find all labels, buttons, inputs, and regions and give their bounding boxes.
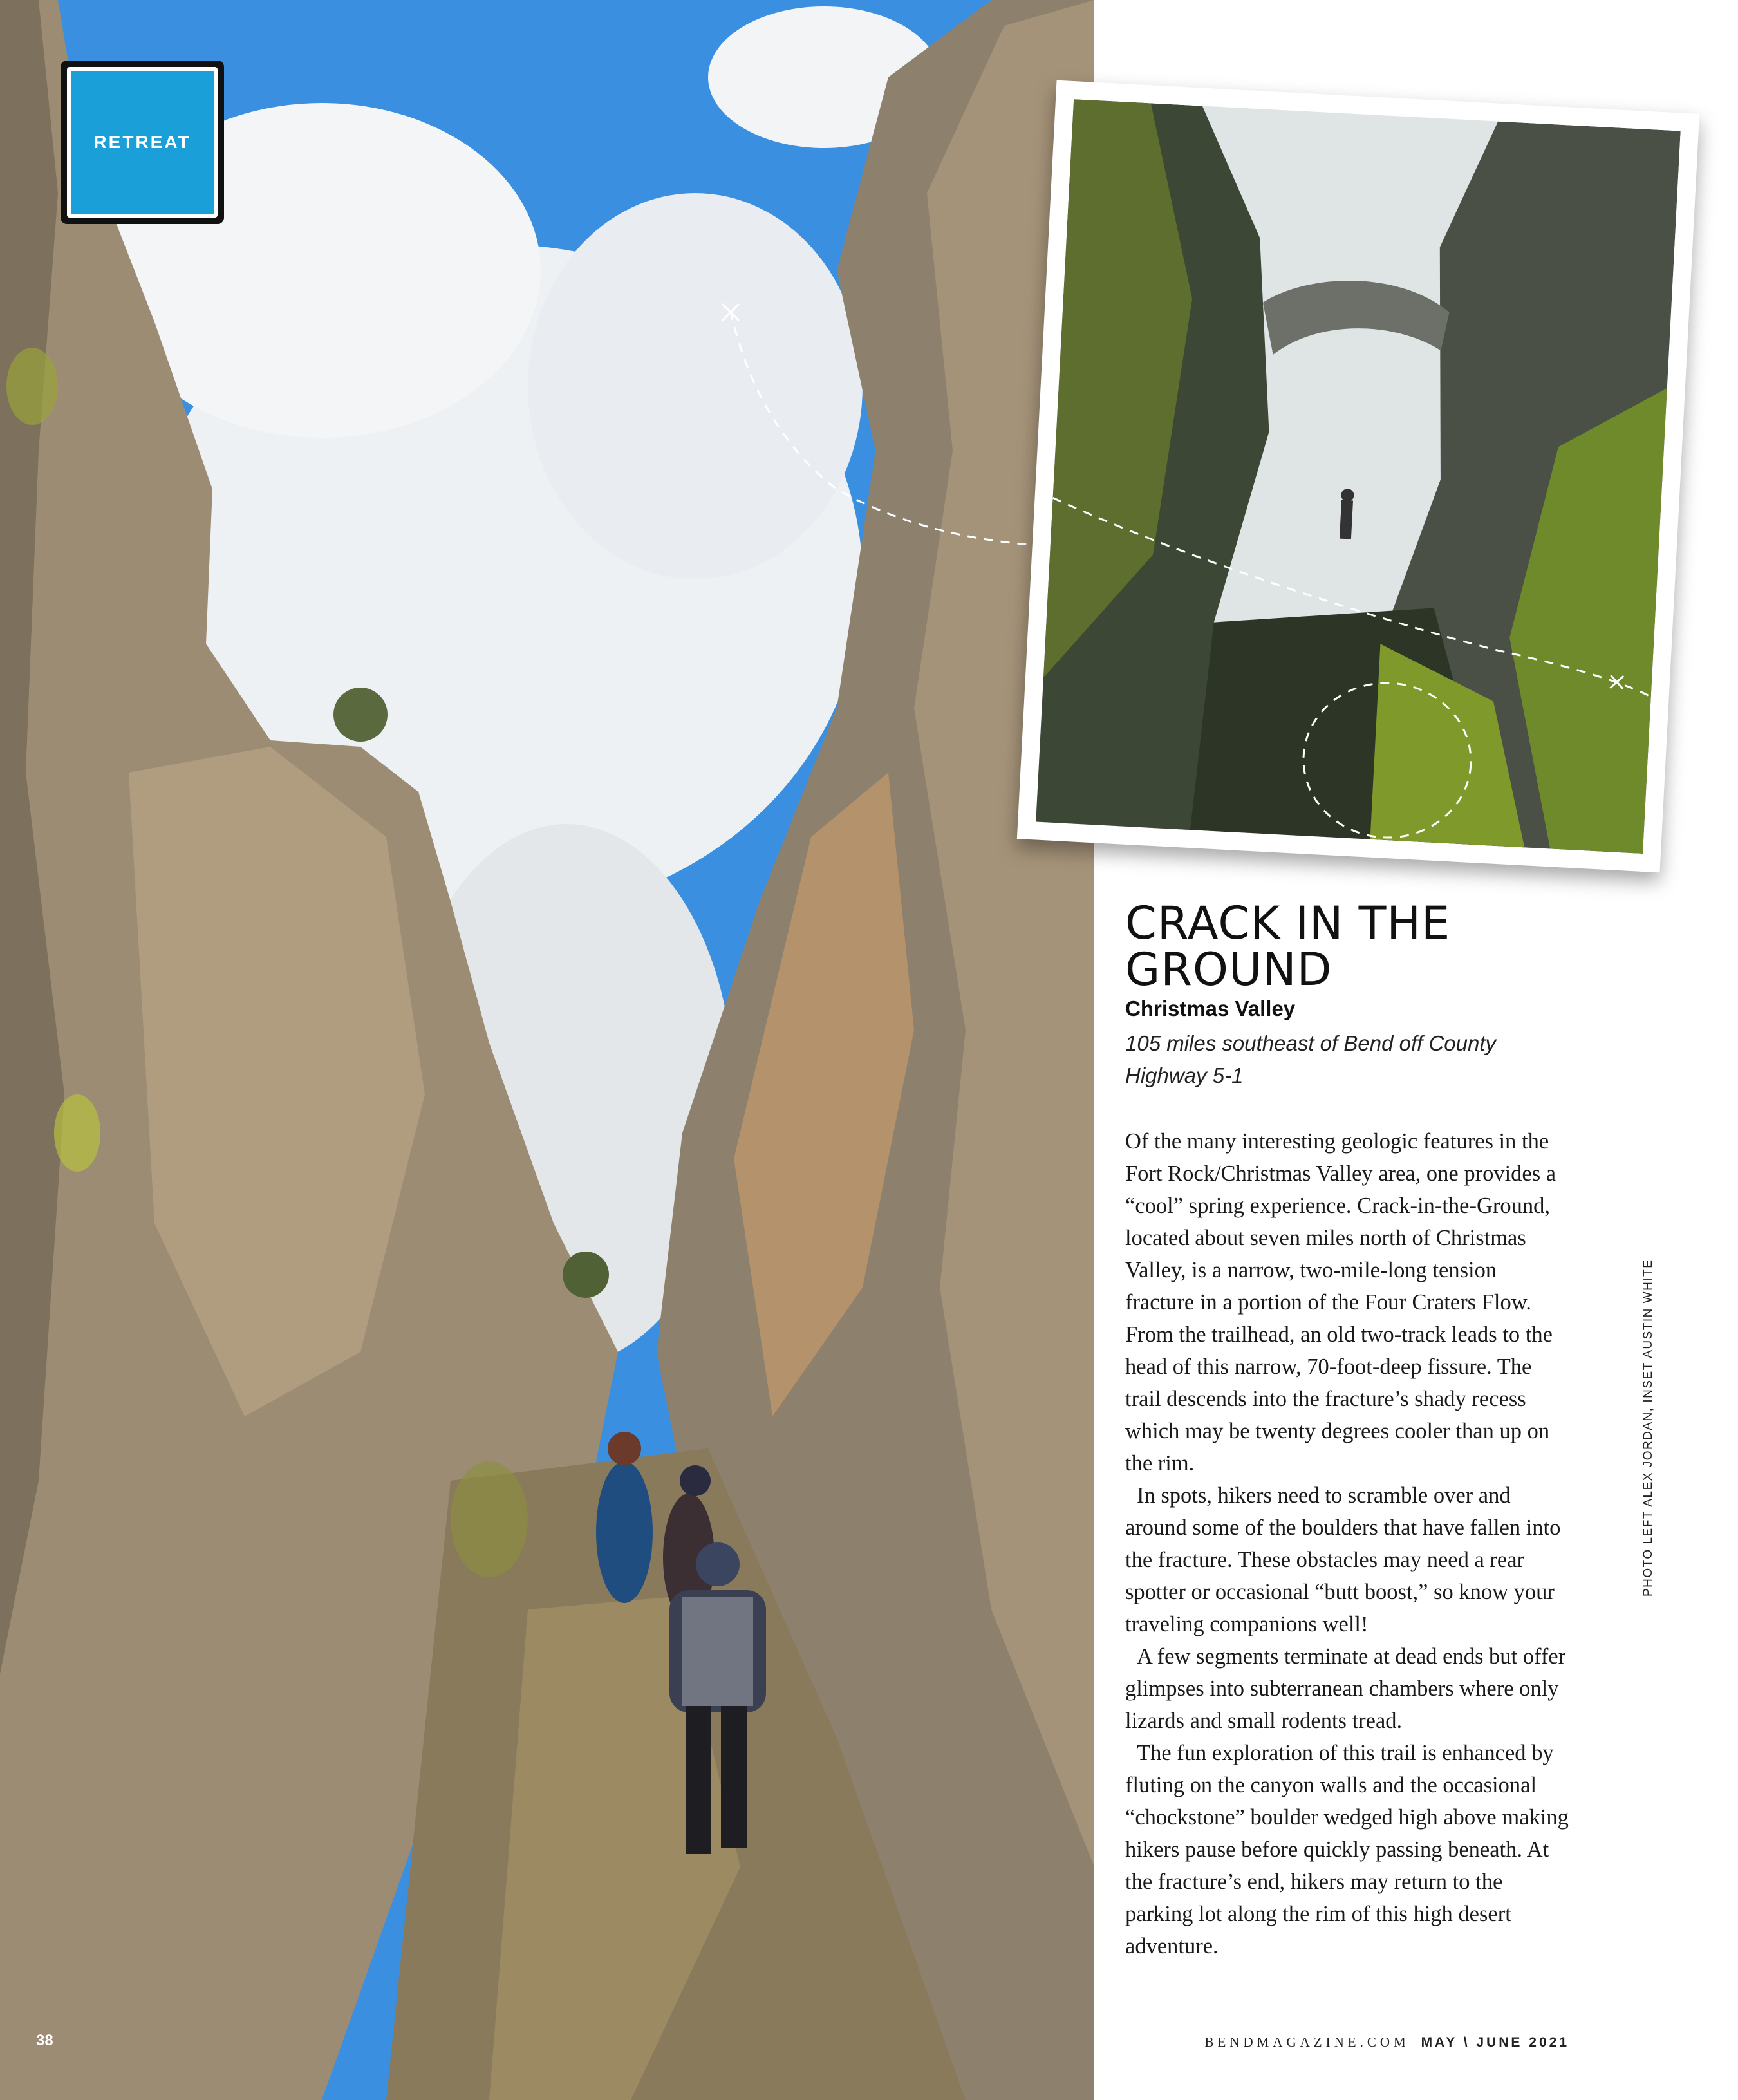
article-headline: CRACK IN THE GROUND	[1125, 897, 1451, 996]
article-body	[1125, 1125, 1569, 1962]
section-tag-label: RETREAT	[93, 132, 191, 152]
page-number: 38	[36, 2032, 53, 2049]
body-paragraph: A few segments terminate at dead ends but offer glimpses into subterranean chambers where only lizards and small rodents tread.	[1125, 1644, 1566, 1733]
article-subhead: Christmas Valley	[1125, 997, 1296, 1020]
inset-arch-photo	[1036, 99, 1681, 854]
body-paragraph: In spots, hikers need to scramble over and around some of the boulders that have fallen into the fracture. These obstacles may need a rear spotter or occasional “butt boost,” so know your traveling companions well!	[1125, 1483, 1561, 1636]
section-tag	[61, 61, 224, 224]
footer-site: BENDMAGAZINE.COM	[1204, 2034, 1410, 2050]
section-tag-box	[67, 67, 218, 218]
inset-photo-frame	[1017, 80, 1699, 873]
footer-issue: MAY \ JUNE 2021	[1421, 2035, 1569, 2050]
photo-credit: PHOTO LEFT ALEX JORDAN, INSET AUSTIN WHITE	[1641, 1259, 1655, 1597]
body-paragraph: The fun exploration of this trail is enhanced by fluting on the canyon walls and the occasional “chockstone” boulder wedged high above making hikers pause before quickly passing beneath. At the fracture’s end, hikers may return to the parking lot along the rim of this high desert adventure.	[1125, 1741, 1569, 1958]
page-footer	[1204, 2034, 1569, 2050]
body-paragraph: Of the many interesting geologic features in the Fort Rock/Christmas Valley area, one provides a “cool” spring experience. Crack-in-the-Ground, located about seven miles north of Christmas Valley, is a narrow, two-mile-long tension fracture in a portion of the Four Craters Flow. From the trailhead, an old two-track leads to the head of this narrow, 70-foot-deep fissure. The trail descends into the fracture’s shady recess which may be twenty degrees cooler than up on the rim.	[1125, 1129, 1556, 1476]
article-location: 105 miles southeast of Bend off County Highway 5-1	[1125, 1031, 1497, 1087]
